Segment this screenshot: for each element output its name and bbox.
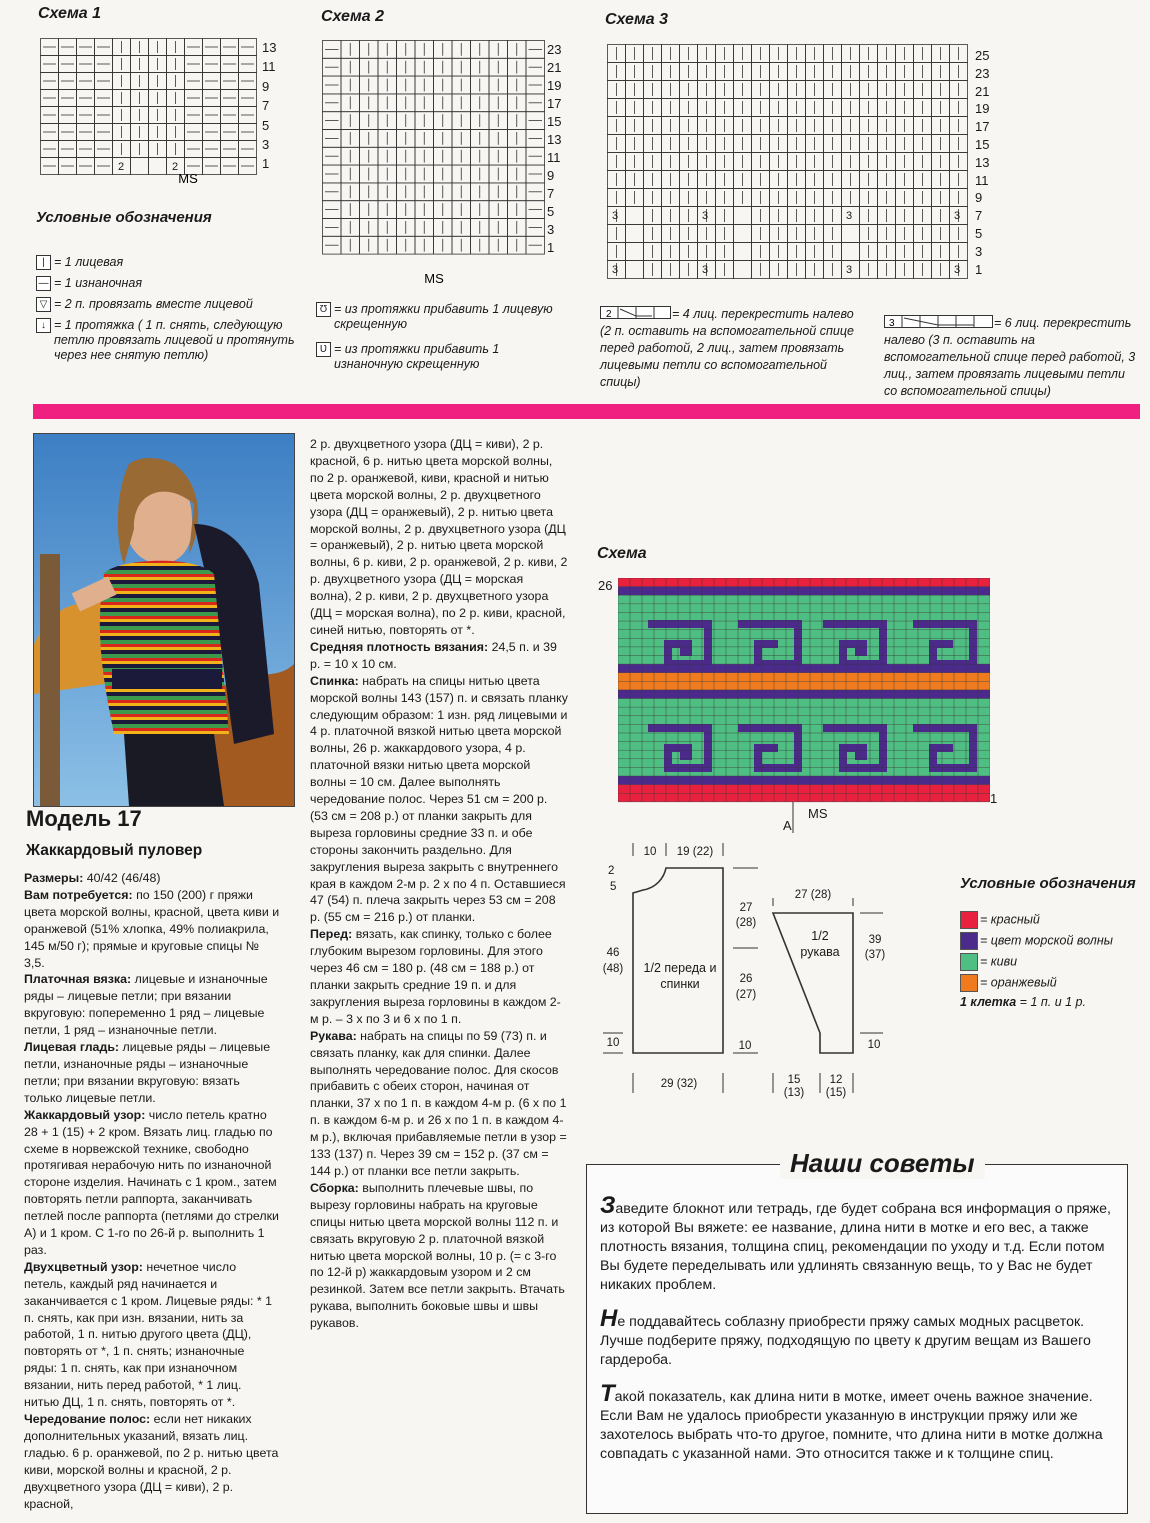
divider-bar — [33, 404, 1140, 419]
row-number: 21 — [975, 83, 990, 99]
row-number: 3 — [975, 243, 983, 259]
row-number: 13 — [262, 40, 277, 55]
row-number: 7 — [262, 98, 270, 114]
tips-list — [600, 1192, 1112, 1478]
scheme1-ms: MS — [178, 171, 198, 186]
svg-text:10: 10 — [738, 1040, 752, 1052]
legend-mid: Ʊ = из протяжки прибавить 1 лицевую скрещенную Ʋ = из протяжки прибавить 1 изнаночную скрещенную — [316, 302, 571, 372]
row-number: 13 — [975, 154, 990, 170]
tip-1: Заведите блокнот или тетрадь, где будет собрана вся информация о пряже, из которой Вы вяжете: ее название, длина нити в мотке и его вес, а также плотность вязания, толщина спиц, рекомендации по уходу и т.д. Если потом Вы будете переделывать или удлинять связанную вещь, то у Вас не будет никаких проблем. — [600, 1192, 1111, 1293]
row-number: 5 — [547, 204, 555, 219]
svg-text:3: 3 — [846, 210, 853, 222]
svg-text:(28): (28) — [735, 917, 757, 929]
row-number: 11 — [262, 59, 276, 75]
row-number: 11 — [975, 172, 989, 188]
tips-title: Наши советы — [780, 1148, 985, 1179]
svg-text:19 (22): 19 (22) — [676, 846, 714, 858]
svg-text:3: 3 — [954, 264, 961, 276]
color-legend: = красный = цвет морской волны = киви = оранжевый 1 клетка = 1 п. и 1 р. — [960, 912, 1113, 1009]
svg-text:29 (32): 29 (32) — [660, 1078, 698, 1090]
scheme3-chart — [607, 44, 972, 284]
increase-purl-symbol: Ʋ — [316, 342, 331, 357]
row-number: 17 — [975, 119, 990, 135]
sleeve-label: 1/2 рукава — [800, 929, 840, 959]
svg-text:5: 5 — [610, 881, 617, 893]
svg-text:15: 15 — [787, 1074, 801, 1086]
legend-list: | = 1 лицевая — = 1 изнаночная ▽ = 2 п. провязать вместе лицевой ↓ = 1 протяжка ( 1 п. снять, следующую петлю провязать лицевой и протянуть через нее снятую петлю) — [36, 255, 298, 363]
row-number: 25 — [975, 48, 990, 63]
jacquard-arrow-label: A — [783, 818, 792, 833]
scheme2-ms: MS — [424, 271, 444, 286]
row-number: 7 — [975, 208, 983, 224]
svg-text:3: 3 — [954, 210, 961, 222]
model-subtitle: Жаккардовый пуловер — [26, 842, 203, 859]
jacquard-ms: MS — [808, 806, 828, 821]
knit-symbol: | — [36, 255, 51, 270]
row-number: 3 — [547, 222, 555, 237]
svg-text:39: 39 — [868, 934, 882, 946]
row-number: 21 — [547, 60, 562, 75]
orange-swatch — [960, 974, 978, 992]
svg-text:3: 3 — [702, 210, 709, 222]
svg-text:3: 3 — [889, 318, 895, 329]
row-number: 17 — [547, 96, 562, 111]
svg-text:2: 2 — [172, 161, 179, 173]
svg-text:10: 10 — [643, 846, 657, 858]
svg-text:12: 12 — [829, 1074, 843, 1086]
svg-text:(48): (48) — [602, 963, 624, 975]
purl-symbol: — — [36, 276, 51, 291]
scheme3-row-numbers — [975, 47, 1005, 278]
scheme3-title: Схема 3 — [605, 11, 669, 28]
row-number: 13 — [547, 132, 562, 147]
jacquard-row-26: 26 — [598, 578, 613, 593]
svg-text:10: 10 — [606, 1037, 620, 1049]
jacquard-title: Схема — [597, 545, 647, 562]
svg-text:27 (28): 27 (28) — [794, 889, 832, 901]
front-label: 1/2 переда и спинки — [643, 961, 717, 991]
row-number: 23 — [547, 42, 562, 57]
row-number: 7 — [547, 186, 555, 201]
row-number: 15 — [975, 136, 990, 152]
red-swatch — [960, 911, 978, 929]
k2tog-symbol: ▽ — [36, 297, 51, 312]
svg-text:10: 10 — [867, 1039, 881, 1051]
row-number: 9 — [975, 190, 983, 206]
row-number: 5 — [975, 225, 983, 241]
kiwi-swatch — [960, 953, 978, 971]
row-number: 23 — [975, 65, 990, 81]
row-number: 19 — [975, 101, 990, 117]
svg-text:(37): (37) — [864, 949, 886, 961]
svg-text:46: 46 — [606, 947, 620, 959]
row-number: 11 — [547, 150, 561, 165]
instructions-col1: Размеры: 40/42 (46/48) Вам потребуется: по 150 (200) г пряжи цвета морской волны, красной, цвета киви и оранжевой (51% хлопка, 49% полиакрила, 145 м/50 г); прямые и круговые спицы № 3,5. Платочная вязка: лицевые и изнаночные ряды – лицевые петли; при вязании вкруговую: попеременно 1 ряд – лицевые петли, 1 ряд – изнаночные петли. Лицевая гладь: лицевые ряды – лицевые петли, изнаночные ряды – изнаночные петли; при вязании вкруговую: вязать только лицевые петли. Жаккардовый узор: число петель кратно 28 + 1 (15) + 2 кром. Вязать лиц. гладью по схеме в норвежской технике, свободно протягивая нерабочую нить по изнаночной стороне изделия. Начинать с 1 кром., затем повторять петли раппорта, заканчивать петлей после раппорта (петлями до стрелки А) и 1 кром. С 1-го по 26-й р. выполнить 1 раз. Двухцветный узор: нечетное число петель, каждый ряд начинается и заканчивается с 1 кром. Лицевые ряды: * 1 п. снять, как при изн. вязании, нить за работой, 1 п. нитью другого цвета (ДЦ), повторять от *, 1 п. снять; изнаночные ряды: 1 п. снять, как при изнаночном вязании, нить перед работой, * 1 лиц. нитью ДЦ, 1 п. снять, повторять от *. Чередование полос: если нет никаких дополнительных указаний, вязать лиц. гладью. 6 р. оранжевой, по 2 р. нитью цвета киви, морской волны и красной, 2 р. двухцветного узора (ДЦ = киви), 2 р. красной, — [24, 871, 280, 1511]
scheme1-chart — [40, 38, 285, 188]
row-number: 19 — [547, 78, 562, 93]
slip-symbol: ↓ — [36, 318, 51, 333]
svg-text:(15): (15) — [825, 1087, 847, 1099]
svg-text:3: 3 — [702, 264, 709, 276]
navy-swatch — [960, 932, 978, 950]
legend-cross-2: 2 = 4 лиц. перекрестить налево (2 п. оставить на вспомогательной спице перед работой, 2 лиц., затем провязать лицевыми петли со вспомогательной спицы) — [600, 307, 854, 389]
svg-text:26: 26 — [739, 973, 753, 985]
row-number: 15 — [547, 114, 562, 129]
legend-cross-3: 3 = 6 лиц. перекрестить налево (3 п. оставить на вспомогательной спице перед работой, 3 лиц., затем провязать лицевыми петли со вспомогательной спицы) — [884, 316, 1136, 398]
model-title: Модель 17 — [26, 806, 142, 831]
svg-text:27: 27 — [739, 902, 753, 914]
jacquard-row-1: 1 — [990, 791, 998, 806]
row-number: 1 — [547, 240, 555, 255]
svg-text:(13): (13) — [783, 1087, 805, 1099]
legend-title: Условные обозначения — [36, 209, 212, 226]
svg-text:2: 2 — [606, 309, 612, 320]
svg-text:3: 3 — [612, 210, 619, 222]
color-legend-title: Условные обозначения — [960, 875, 1136, 892]
scheme1-title: Схема 1 — [38, 5, 102, 22]
jacquard-chart — [618, 578, 990, 838]
tip-3: Такой показатель, как длина нити в мотке, имеет очень важное значение. Если Вам не удалось приобрести указанную в инструкции пряжу или же захотелось выбрать что-то другое, помните, что длина нити в мотке должна совпадать с указанной нами. Это относится также и к толщине спиц. — [600, 1380, 1103, 1462]
model-photo — [33, 433, 295, 807]
row-number: 1 — [262, 156, 270, 172]
row-number: 1 — [975, 261, 983, 277]
instructions-col2: 2 р. двухцветного узора (ДЦ = киви), 2 р. красной, 6 р. нитью цвета морской волны, по 2 р. оранжевой, киви, красной и нитью цвета морской волны, 2 р. двухцветного узора (ДЦ = оранжевый), 2 р. нитью цвета морской волны, 2 р. двухцветного узора (ДЦ = оранжевый), 2 р. нитью цвета морской волны, 6 р. киви, 2 р. оранжевой, 2 р. киви, 2 р. двухцветного узора (ДЦ = морская волна), 2 р. киви, 2 р. двухцветного узора (ДЦ = морская волна), по 2 р. киви, красной, синей нитью, повторять от *. Средняя плотность вязания: 24,5 п. и 39 р. = 10 х 10 см. Спинка: набрать на спицы нитью цвета морской волны 143 (157) п. и связать планку следующим образом: 1 изн. ряд лицевыми и 4 р. платочной вязкой нитью цвета морской волны, 26 р. жаккардового узора, 4 р. платочной вязки нитью цвета морской волны = 10 см. Далее выполнять чередование полос. Через 51 см = 200 р. (53 см = 208 р.) от планки закрыть для выреза горловины средние 33 п. и обе стороны закончить раздельно. Для закругления выреза закрыть с внутреннего края в каждом 2-м р. 2 х по 4 п. Оставшиеся 47 (54) п. плеча закрыть через 53 см = 208 р. (55 см = 216 р.) от планки. Перед: вязать, как спинку, только с более глубоким вырезом горловины. Для этого через 46 см = 180 р. (48 см = 188 р.) от планки закрыть средние 19 п. и для закругления выреза горловины в каждом 2-м р. – 3 х по 3 и 6 х по 1 п. Рукава: набрать на спицы по 59 (73) п. и связать планку, как для спинки. Далее выполнять чередование полос. Для скосов прибавить с обеих сторон, начиная от планки, 37 х по 1 п. в каждом 4-м р. (6 х по 1 п. в каждом 6-м р. и 26 х по 1 п. в каждом 4-м р.), включая прибавляемые петли в узор = 133 (137) п. Через 39 см = 152 р. (37 см = 144 р.) от планки все петли закрыть. Сборка: выполнить плечевые швы, по вырезу горловины набрать на круговые спицы нитью цвета морской волны 112 п. и связать вкруговую 2 р. платочной вязкой нитью цвета морской волны, 10 р. (= с 3-го по 12-й р) жаккардовым узором и 2 см резинкой. Затем все петли закрыть. Втачать рукава, выполнить боковые швы и швы рукавов. — [310, 437, 568, 1331]
increase-knit-symbol: Ʊ — [316, 302, 331, 317]
scheme2-row-numbers — [547, 41, 577, 257]
row-number: 9 — [547, 168, 555, 183]
cross3-symbol — [884, 315, 994, 329]
row-number: 5 — [262, 117, 270, 133]
scheme2-chart — [322, 40, 547, 290]
row-number: 3 — [262, 136, 270, 152]
svg-text:3: 3 — [846, 264, 853, 276]
svg-text:(27): (27) — [735, 989, 757, 1001]
tip-2: Не поддавайтесь соблазну приобрести пряжу самых модных расцветок. Лучше подберите пряжу, подходящую по цвету к другим вещам из Вашего гардероба. — [600, 1305, 1091, 1368]
svg-text:2: 2 — [118, 161, 125, 173]
row-number: 9 — [262, 78, 270, 94]
scheme2-title: Схема 2 — [321, 8, 385, 25]
cross2-symbol — [600, 306, 672, 320]
svg-text:2: 2 — [608, 865, 615, 877]
scheme1-row-numbers — [262, 38, 292, 174]
svg-text:3: 3 — [612, 264, 619, 276]
